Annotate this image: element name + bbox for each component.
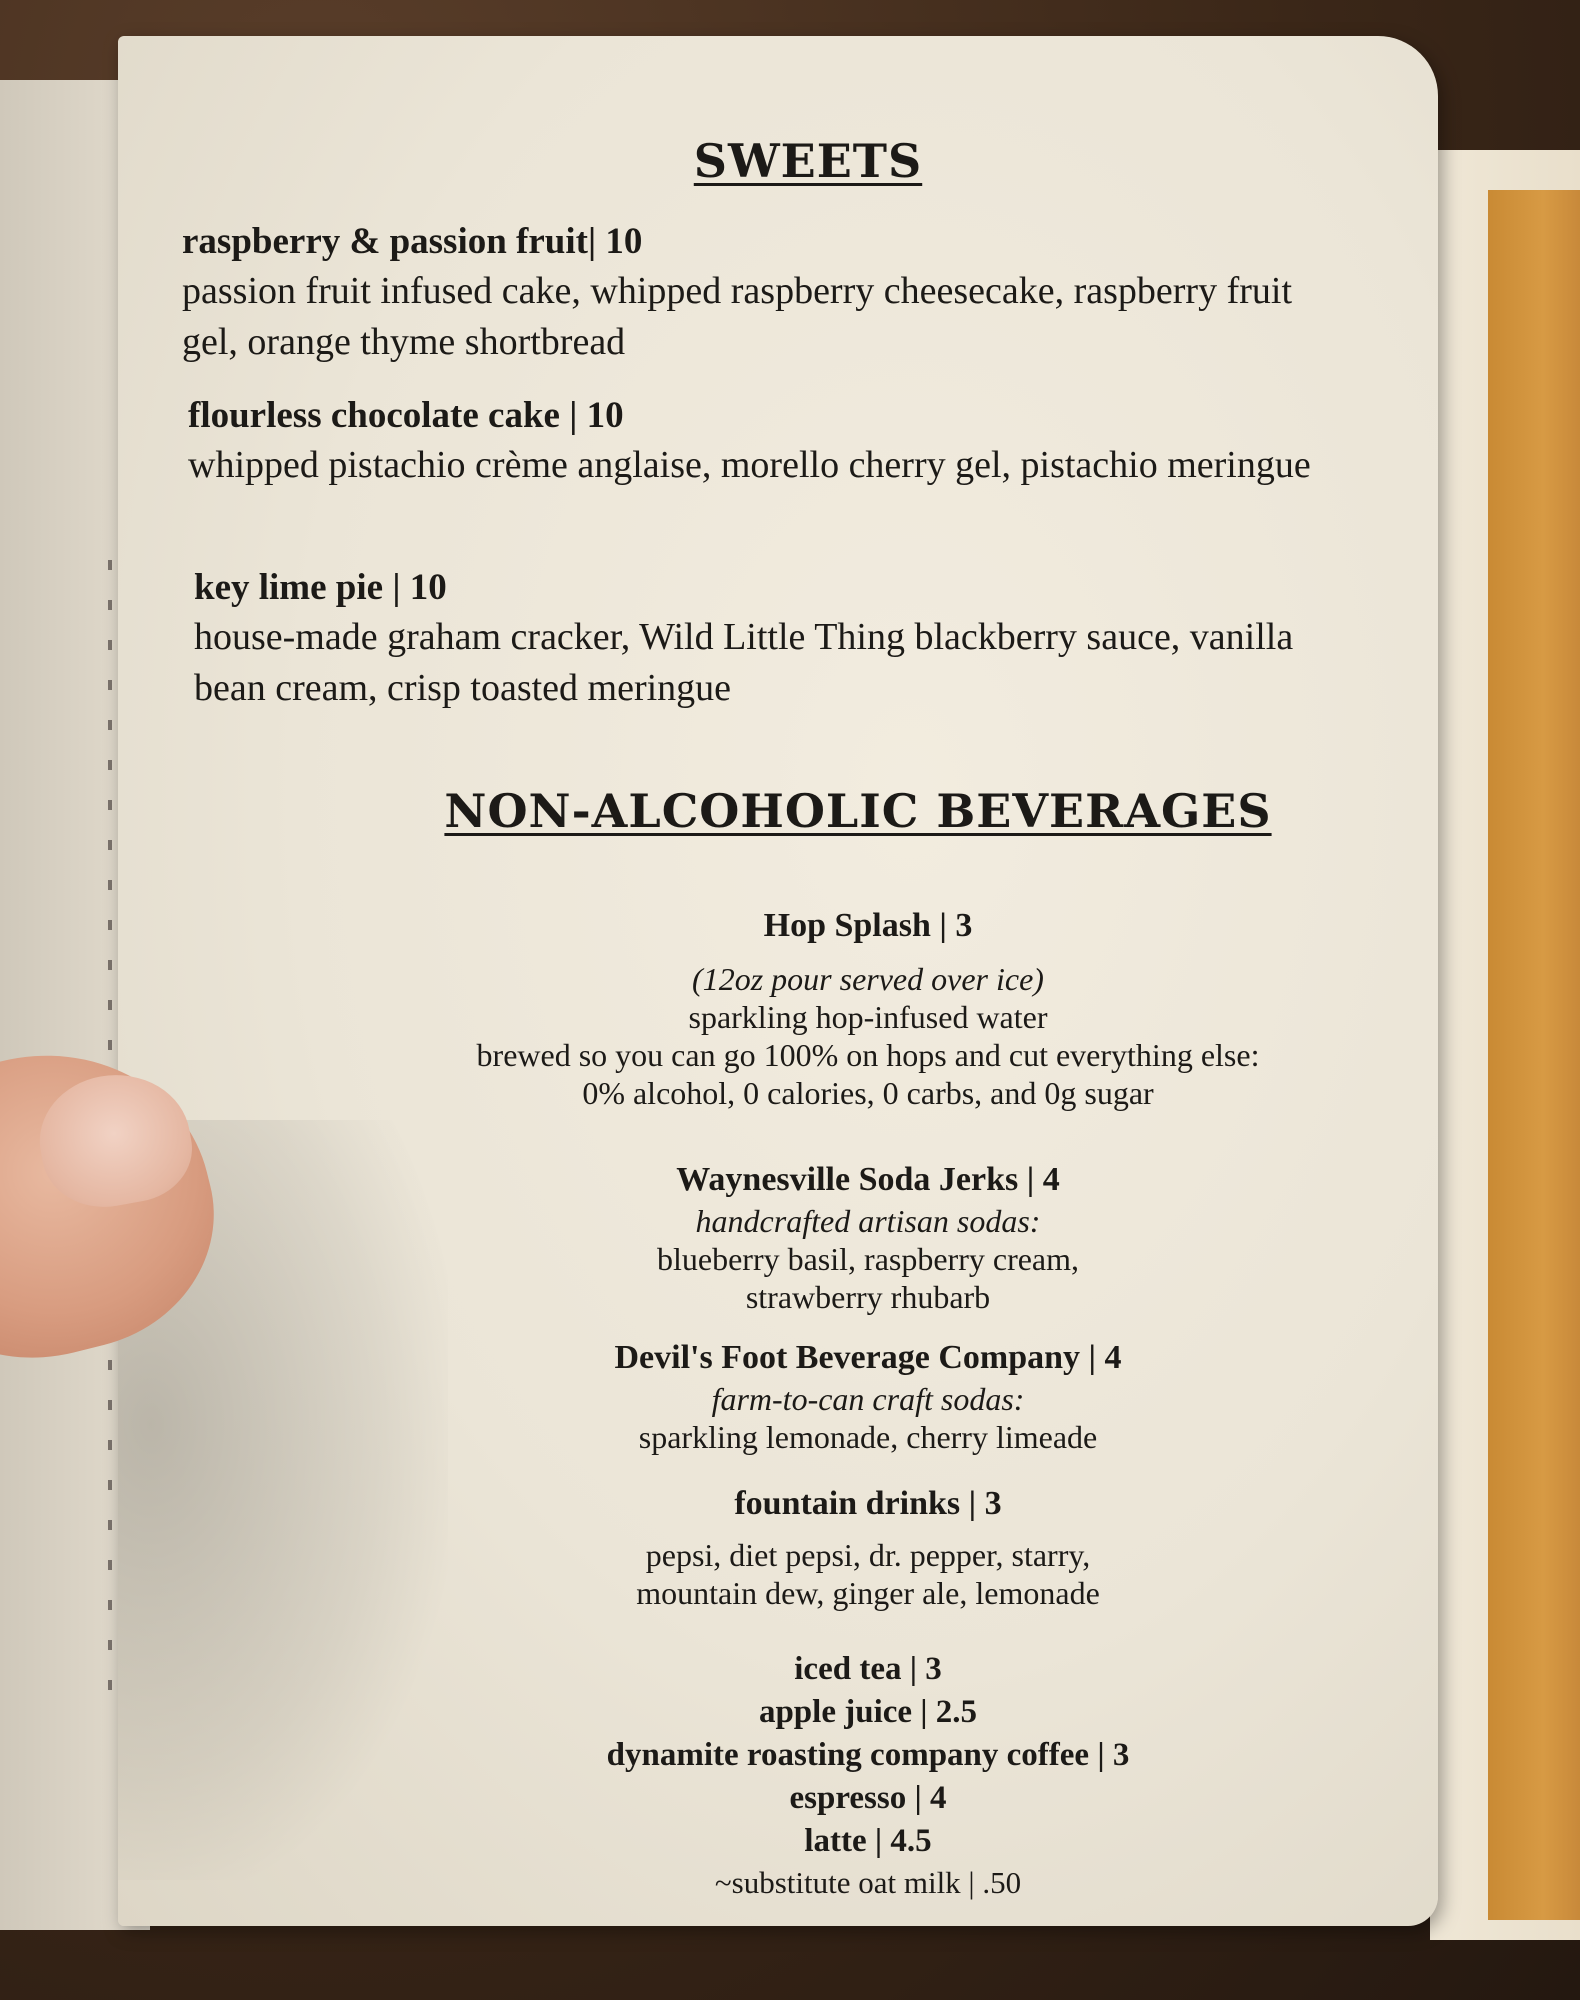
beverage-title: apple juice | 2.5	[758, 1694, 978, 1730]
menu-item	[188, 392, 1338, 491]
beverage-line: mountain dew, ginger ale, lemonade	[636, 1575, 1100, 1611]
beverage-line: 0% alcohol, 0 calories, 0 carbs, and 0g sugar	[582, 1075, 1154, 1111]
beverage-devils-foot	[308, 1336, 1428, 1456]
beverage-line: pepsi, diet pepsi, dr. pepper, starry,	[645, 1537, 1091, 1573]
beverage-title: iced tea | 3	[794, 1651, 942, 1687]
beverage-title: Hop Splash | 3	[763, 907, 973, 944]
beverage-line: sparkling hop-infused water	[688, 999, 1048, 1035]
beverage-line: blueberry basil, raspberry cream,	[656, 1241, 1080, 1277]
orange-page-insert	[1488, 190, 1580, 1920]
item-description: house-made graham cracker, Wild Little Thing blackberry sauce, vanilla bean cream, crisp toasted meringue	[194, 616, 1294, 709]
beverage-title: dynamite roasting company coffee | 3	[606, 1737, 1130, 1773]
beverage-title: latte | 4.5	[804, 1823, 932, 1859]
menu-item	[194, 564, 1344, 714]
substitute-note: ~substitute oat milk | .50	[714, 1865, 1022, 1900]
item-description: passion fruit infused cake, whipped raspberry cheesecake, raspberry fruit gel, orange thyme shortbread	[182, 270, 1292, 363]
beverage-line: sparkling lemonade, cherry limeade	[638, 1419, 1098, 1455]
beverage-note: farm-to-can craft sodas:	[711, 1381, 1025, 1417]
beverage-hop-splash	[308, 904, 1428, 1112]
beverages-heading: NON-ALCOHOLIC BEVERAGES	[444, 784, 1272, 838]
beverage-title: fountain drinks | 3	[734, 1485, 1002, 1522]
item-description: whipped pistachio crème anglaise, morello cherry gel, pistachio meringue	[188, 444, 1311, 486]
beverage-line: strawberry rhubarb	[745, 1279, 991, 1315]
sweets-heading: SWEETS	[693, 134, 923, 188]
menu-content	[118, 36, 1438, 1926]
beverage-fountain	[308, 1482, 1428, 1612]
beverage-title: Devil's Foot Beverage Company | 4	[614, 1339, 1122, 1376]
beverage-title: espresso | 4	[789, 1780, 947, 1816]
item-title: key lime pie | 10	[194, 567, 447, 608]
beverage-note: handcrafted artisan sodas:	[695, 1203, 1041, 1239]
menu-item	[182, 218, 1332, 368]
beverage-note: (12oz pour served over ice)	[692, 961, 1044, 997]
item-title: flourless chocolate cake | 10	[188, 395, 624, 436]
beverage-line: brewed so you can go 100% on hops and cut everything else:	[476, 1037, 1260, 1073]
beverage-soda-jerks	[308, 1158, 1428, 1316]
item-title: raspberry & passion fruit| 10	[182, 221, 643, 262]
other-beverages	[308, 1648, 1428, 1903]
beverage-title: Waynesville Soda Jerks | 4	[676, 1161, 1060, 1198]
